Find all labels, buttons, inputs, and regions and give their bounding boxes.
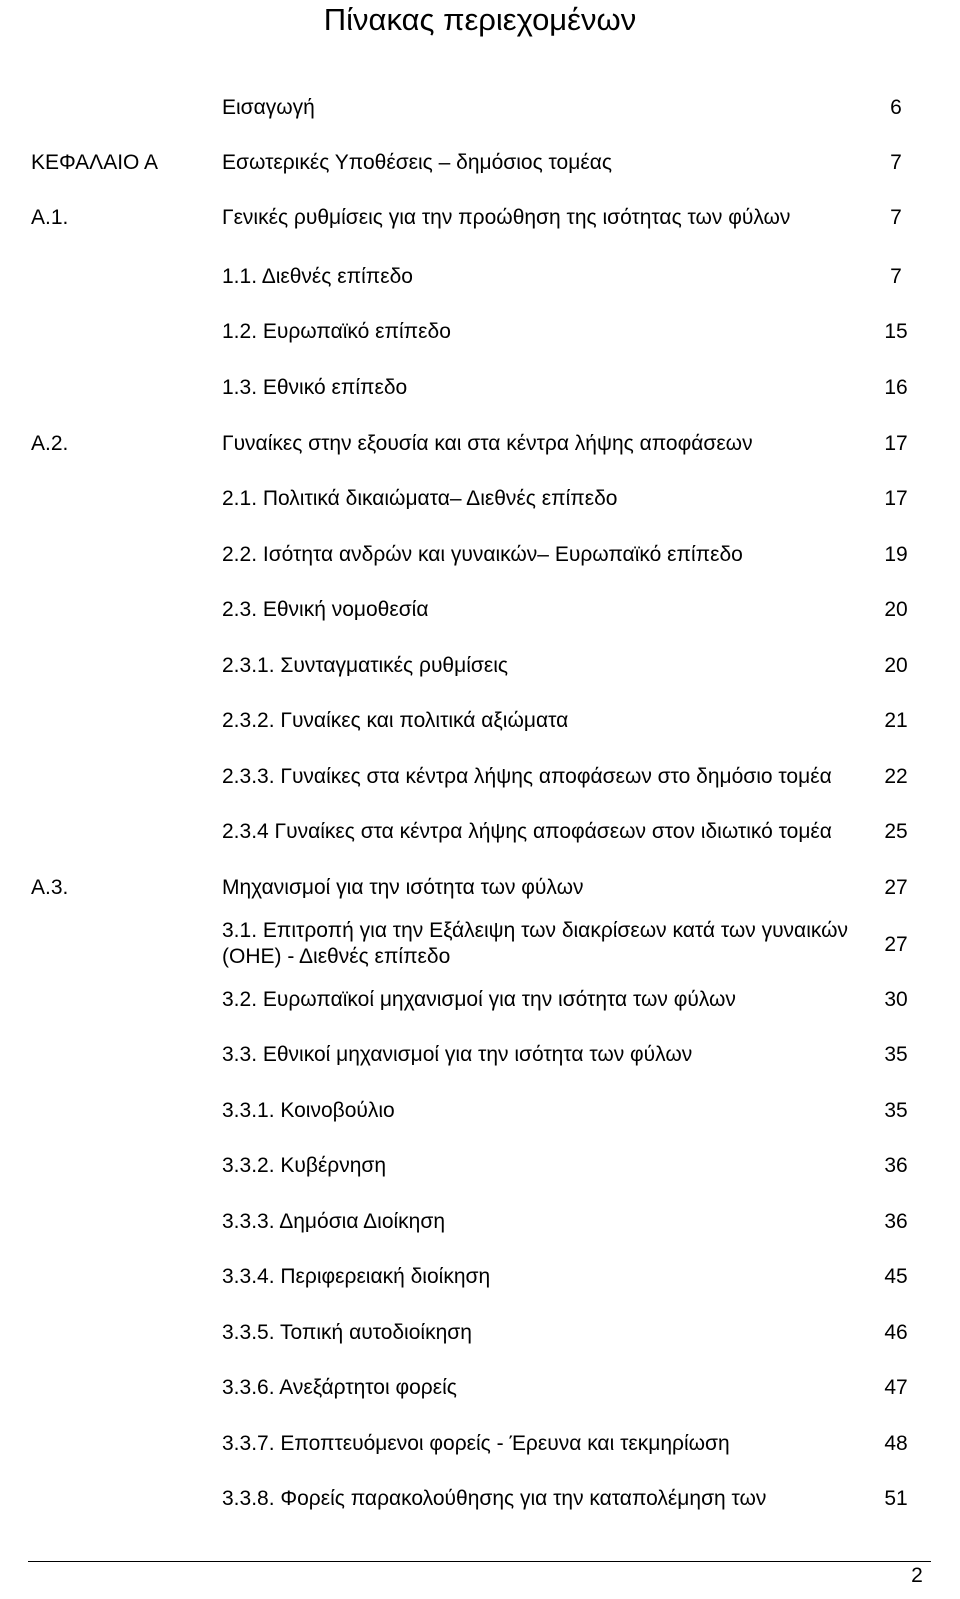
toc-entry-page: 20 — [884, 598, 908, 621]
toc-entry-title: 2.2. Ισότητα ανδρών και γυναικών– Ευρωπαϊκό επίπεδο — [222, 543, 743, 566]
toc-entry-page: 20 — [884, 654, 908, 677]
toc-entry-title: 3.3.3. Δημόσια Διοίκηση — [222, 1210, 446, 1233]
toc-entry-title: Εισαγωγή — [222, 96, 315, 119]
toc-entry-title: 1.2. Ευρωπαϊκό επίπεδο — [222, 320, 451, 343]
toc-entry-page: 15 — [884, 320, 908, 343]
toc-entry-title: Γενικές ρυθμίσεις για την προώθηση της ισότητας των φύλων — [222, 206, 791, 229]
toc-entry-title: 1.3. Εθνικό επίπεδο — [222, 376, 408, 399]
toc-entry-title: 3.3.5. Τοπική αυτοδιοίκηση — [222, 1321, 472, 1344]
toc-entry-title: 3.3. Εθνικοί μηχανισμοί για την ισότητα των φύλων — [222, 1043, 693, 1066]
toc-entry[interactable] — [0, 918, 960, 972]
toc-entry-page: 7 — [890, 206, 902, 229]
toc-entry-title: 3.3.2. Κυβέρνηση — [222, 1154, 387, 1177]
toc-entry-page: 35 — [884, 1043, 908, 1066]
toc-entry-title: 2.1. Πολιτικά δικαιώματα– Διεθνές επίπεδο — [222, 487, 618, 510]
toc-entry-title: 2.3.3. Γυναίκες στα κέντρα λήψης αποφάσεων στο δημόσιο τομέα — [222, 765, 832, 788]
toc-entry-title: 2.3.1. Συνταγματικές ρυθμίσεις — [222, 654, 508, 677]
toc-entry-page: 7 — [890, 265, 902, 288]
toc-entry-page: 51 — [884, 1487, 908, 1510]
toc-entry-title: Γυναίκες στην εξουσία και στα κέντρα λήψης αποφάσεων — [222, 432, 753, 455]
toc-entry-page: 17 — [884, 432, 908, 455]
toc-entry-title: 3.3.8. Φορείς παρακολούθησης για την καταπολέμηση των — [222, 1487, 767, 1510]
toc-entry-page: 19 — [884, 543, 908, 566]
page-title: Πίνακας περιεχομένων — [323, 2, 637, 37]
toc-entry-page: 22 — [884, 765, 908, 788]
toc-entry-label: Α.3. — [31, 876, 69, 899]
toc-entry-title: 3.3.7. Εποπτευόμενοι φορείς - Έρευνα και τεκμηρίωση — [222, 1432, 730, 1455]
toc-entry-page: 21 — [884, 709, 908, 732]
toc-entry-page: 46 — [884, 1321, 908, 1344]
toc-entry-title: 2.3. Εθνική νομοθεσία — [222, 598, 429, 621]
toc-entry-page: 36 — [884, 1210, 908, 1233]
page-number: 2 — [911, 1564, 923, 1587]
toc-entry-page: 35 — [884, 1099, 908, 1122]
toc-entry-page: 27 — [884, 876, 908, 899]
toc-entry-page: 48 — [884, 1432, 908, 1455]
toc-entry-page: 36 — [884, 1154, 908, 1177]
toc-entry-page: 45 — [884, 1265, 908, 1288]
toc-entry-page: 30 — [884, 988, 908, 1011]
toc-entry-title: Μηχανισμοί για την ισότητα των φύλων — [222, 876, 584, 899]
toc-entry-page: 27 — [884, 933, 908, 956]
toc-entry-title: 3.3.4. Περιφερειακή διοίκηση — [222, 1265, 491, 1288]
toc-entry-page: 47 — [884, 1376, 908, 1399]
footer-divider — [28, 1561, 931, 1562]
toc-entry-label: Α.2. — [31, 432, 69, 455]
toc-entry-title: 3.1. Επιτροπή για την Εξάλειψη των διακρίσεων κατά των γυναικών (ΟΗΕ) - Διεθνές επίπεδο — [222, 919, 849, 968]
toc-entry-page: 6 — [890, 96, 902, 119]
toc-entry-title: Εσωτερικές Υποθέσεις – δημόσιος τομέας — [222, 151, 612, 174]
toc-entry-label: Α.1. — [31, 206, 69, 229]
toc-entry-title: 2.3.4 Γυναίκες στα κέντρα λήψης αποφάσεων στον ιδιωτικό τομέα — [222, 820, 832, 843]
toc-entry-page: 25 — [884, 820, 908, 843]
toc-entry-title: 3.2. Ευρωπαϊκοί μηχανισμοί για την ισότητα των φύλων — [222, 988, 736, 1011]
toc-entry-page: 17 — [884, 487, 908, 510]
toc-entry-title: 3.3.6. Ανεξάρτητοι φορείς — [222, 1376, 457, 1399]
toc-entry-label: ΚΕΦΑΛΑΙΟ Α — [31, 151, 159, 174]
toc-entry-title: 1.1. Διεθνές επίπεδο — [222, 265, 413, 288]
toc-entry-title: 3.3.1. Κοινοβούλιο — [222, 1099, 395, 1122]
toc-entry-page: 16 — [884, 376, 908, 399]
toc-entry-page: 7 — [890, 151, 902, 174]
toc-entry-title: 2.3.2. Γυναίκες και πολιτικά αξιώματα — [222, 709, 569, 732]
